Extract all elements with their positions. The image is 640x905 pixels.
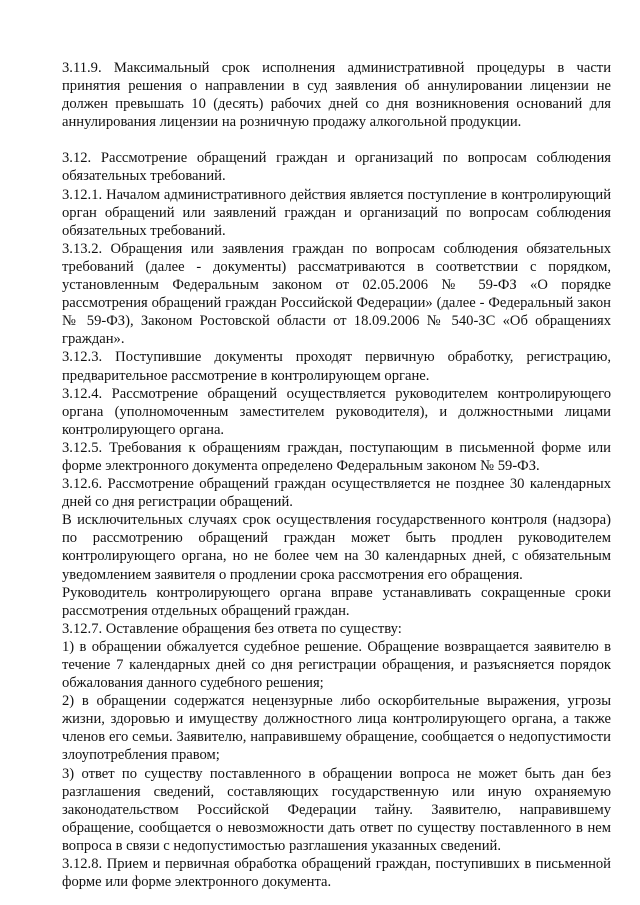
list-item-3: 3) ответ по существу поставленного в обращении вопроса не может быть дан без разглашения сведений, составляющих государственную или иную охраняемую законодательством Российской Федерации тайну. Заявителю, направившему обращение, сообщается о невозможности дать ответ по существу поставленного в нем вопроса в связи с недопустимостью разглашения указанных сведений. [62,765,611,854]
paragraph-exceptional-cases: В исключительных случаях срок осуществления государственного контроля (надзора) по рассмотрению обращений граждан может быть продлен руководителем контролирующего органа, но не более чем на 30 календарных дней, с обязательным уведомлением заявителя о продлении срока рассмотрения его обращения. [62,512,611,583]
section-heading-3-12: 3.12. Рассмотрение обращений граждан и организаций по вопросам соблюдения обязательных требований. [62,150,611,185]
paragraph-3-11-9: 3.11.9. Максимальный срок исполнения административной процедуры в части принятия решения о направлении в суд заявления об аннулировании лицензии не должен превышать 10 (десять) рабочих дней со дня возникновения оснований для аннулирования лицензии на розничную продажу алкогольной продукции. [62,60,611,131]
paragraph-3-12-7: 3.12.7. Оставление обращения без ответа по существу: [62,620,402,637]
paragraph-3-12-3: 3.12.3. Поступившие документы проходят первичную обработку, регистрацию, предварительное рассмотрение в контролирующем органе. [62,349,611,384]
paragraph-3-12-8: 3.12.8. Прием и первичная обработка обращений граждан, поступивших в письменной форме или форме электронного документа. [62,856,611,891]
document-page [62,59,611,891]
list-item-2: 2) в обращении содержатся нецензурные либо оскорбительные выражения, угрозы жизни, здоровью и имуществу должностного лица контролирующего органа, а также членов его семьи. Заявителю, направившему обращение, сообщается о недопустимости злоупотребления правом; [62,693,611,764]
paragraph-gap [62,131,611,149]
paragraph-3-12-1: 3.12.1. Началом административного действия является поступление в контролирующий орган обращений или заявлений граждан и организаций по вопросам соблюдения обязательных требований. [62,186,611,239]
paragraph-3-12-4: 3.12.4. Рассмотрение обращений осуществляется руководителем контролирующего органа (уполномоченным заместителем руководителя), и должностными лицами контролирующего органа. [62,385,611,438]
paragraph-reduced-terms: Руководитель контролирующего органа вправе устанавливать сокращенные сроки рассмотрения отдельных обращений граждан. [62,584,611,619]
paragraph-3-13-2: 3.13.2. Обращения или заявления граждан по вопросам соблюдения обязательных требований (далее - документы) рассматриваются в соответствии с порядком, установленным Федеральным законом от 02.05.2006 № 59-ФЗ «О порядке рассмотрения обращений граждан Российской Федерации» (далее - Федеральный закон № 59-ФЗ), Законом Ростовской области от 18.09.2006 № 540-ЗС «Об обращениях граждан». [62,240,611,348]
paragraph-3-12-5: 3.12.5. Требования к обращениям граждан, поступающим в письменной форме или форме электронного документа определено Федеральным законом № 59-ФЗ. [62,439,611,474]
paragraph-3-12-6: 3.12.6. Рассмотрение обращений граждан осуществляется не позднее 30 календарных дней со дня регистрации обращений. [62,476,611,511]
list-item-1: 1) в обращении обжалуется судебное решение. Обращение возвращается заявителю в течение 7 календарных дней со дня регистрации обращения, и разъясняется порядок обжалования данного судебного решения; [62,638,611,692]
